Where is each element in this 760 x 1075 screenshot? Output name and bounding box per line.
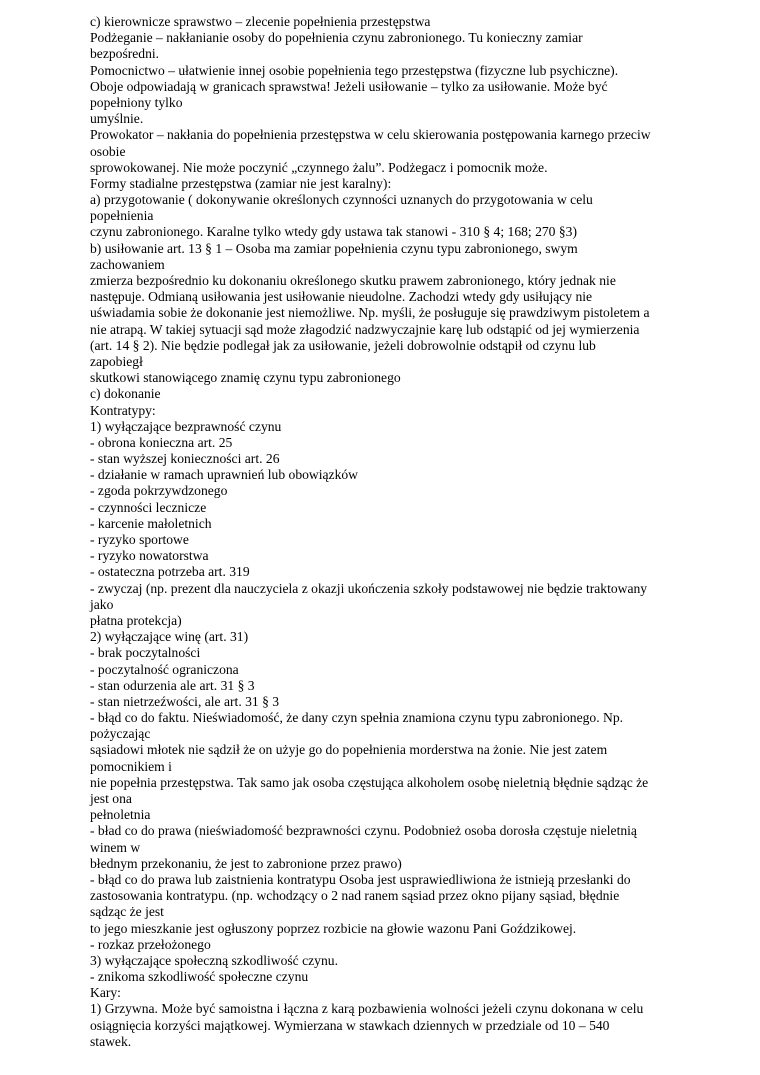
text-line: - karcenie małoletnich [90,515,212,531]
text-line: następuje. Odmianą usiłowania jest usiłowanie nieudolne. Zachodzi wtedy gdy usiłujący nie [90,289,593,305]
text-line: sąsiadowi młotek nie sądził że on użyje go do popełnienia morderstwa na żonie. Nie jest zatem [90,742,608,758]
text-line: Kontratypy: [90,402,156,418]
text-line: - stan wyższej konieczności art. 26 [90,451,280,467]
text-line: - ryzyko sportowe [90,532,189,547]
text-line: zmierza bezpośrednio ku dokonaniu określonego skutku prawem zabronionego, który jednak nie [90,273,616,288]
text-line: - znikoma szkodliwość społeczne czynu [90,969,309,985]
text-line: 1) Grzywna. Może być samoistna i łączna z karą pozbawienia wolności jeżeli czynu dokonana w celu [90,1001,644,1017]
text-line: (art. 14 § 2). Nie będzie podlegał jak za usiłowanie, jeżeli dobrowolnie odstąpił od czynu lub [90,337,596,353]
text-line: - bład co do prawa (nieświadomość bezprawności czynu. Podobnież osoba dorosła częstuje nieletnią [90,823,637,839]
text-line: 2) wyłączające winę (art. 31) [90,629,249,645]
text-line: pełnoletnia [90,807,151,823]
document-page [90,14,675,1050]
text-line: - stan nietrzeźwości, ale art. 31 § 3 [90,693,280,709]
text-line: to jego mieszkanie jest ogłuszony poprzez rozbicie na głowie wazonu Pani Goździkowej. [90,920,577,936]
text-line: Oboje odpowiadają w granicach sprawstwa! Jeżeli usiłowanie – tylko za usiłowanie. Może być [90,78,608,94]
text-line: - poczytalność ograniczona [90,661,239,677]
text-line: jako [90,596,114,612]
text-line: umyślnie. [90,111,144,127]
text-line: Kary: [90,985,121,1001]
text-line: nie atrapą. W takiej sytuacji sąd może złagodzić nadzwyczajnie karę lub odstąpić od jej wymierzenia [90,321,640,337]
text-line: osiągnięcia korzyści majątkowej. Wymierzana w stawkach dziennych w przedziale od 10 – 540 [90,1017,610,1033]
text-line: - błąd co do prawa lub zaistnienia kontratypu Osoba jest usprawiedliwiona że istnieją przesłanki do [90,871,631,887]
text-line: c) dokonanie [90,386,161,402]
text-line: bezpośredni. [90,46,160,62]
text-line: Formy stadialne przestępstwa (zamiar nie jest karalny): [90,175,392,191]
text-line: stawek. [90,1033,132,1049]
text-line: - rozkaz przełożonego [90,936,211,952]
text-line: popełnienia [90,208,154,224]
text-line: - działanie w ramach uprawnień lub obowiązków [90,467,358,483]
text-line: błednym przekonaniu, że jest to zabronione przez prawo) [90,855,402,871]
text-line: Prowokator – nakłania do popełnienia przestępstwa w celu skierowania postępowania karnego przeciw [90,127,651,143]
text-line: zapobiegł [90,353,143,369]
text-line: osobie [90,143,126,159]
text-line: - czynności lecznicze [90,499,207,515]
text-line: - brak poczytalności [90,645,201,661]
text-line: a) przygotowanie ( dokonywanie określonych czynności uznanych do przygotowania w celu [90,192,593,208]
text-line: - zwyczaj (np. prezent dla nauczyciela z okazji ukończenia szkoły podstawowej nie będzie traktowany [90,580,648,596]
text-line: czynu zabronionego. Karalne tylko wtedy gdy ustawa tak stanowi - 310 § 4; 168; 270 §3) [90,224,577,240]
text-line: - ostateczna potrzeba art. 319 [90,564,250,580]
text-line: 3) wyłączające społeczną szkodliwość czynu. [90,952,338,968]
text-line: sądząc że jest [90,904,164,920]
text-line: - stan odurzenia ale art. 31 § 3 [90,677,255,693]
text-line: zastosowania kontratypu. (np. wchodzący o 2 nad ranem sąsiad przez okno pijany sąsiad, błędnie [90,888,620,904]
text-line: b) usiłowanie art. 13 § 1 – Osoba ma zamiar popełnienia czynu typu zabronionego, swym [90,240,578,256]
text-line: popełniony tylko [90,94,183,110]
text-line: winem w [90,839,141,855]
text-line: pomocnikiem i [90,758,172,774]
text-line: sprowokowanej. Nie może poczynić „czynnego żalu”. Podżegacz i pomocnik może. [90,159,548,175]
text-line: - ryzyko nowatorstwa [90,548,209,564]
text-line: jest ona [90,791,132,806]
text-line: płatna protekcja) [90,612,182,628]
text-line: nie popełnia przestępstwa. Tak samo jak osoba częstująca alkoholem osobę nieletnią błędnie sądząc że [90,774,649,790]
text-line: - obrona konieczna art. 25 [90,434,233,450]
text-line: - błąd co do faktu. Nieświadomość, że dany czyn spełnia znamiona czynu typu zabronionego. Np. [90,710,624,726]
text-line: uświadamia sobie że dokonanie jest niemożliwe. Np. myśli, że posługuje się prawdziwym pistoletem a [90,305,650,321]
text-line: 1) wyłączające bezprawność czynu [90,418,282,434]
text-line: Podżeganie – nakłanianie osoby do popełnienia czynu zabronionego. Tu konieczny zamiar [90,30,583,46]
text-line: pożyczając [90,726,151,742]
text-line: skutkowi stanowiącego znamię czynu typu zabronionego [90,370,401,386]
text-line: - zgoda pokrzywdzonego [90,483,228,499]
text-line: Pomocnictwo – ułatwienie innej osobie popełnienia tego przestępstwa (fizyczne lub psychiczne). [90,62,619,78]
text-line: c) kierownicze sprawstwo – zlecenie popełnienia przestępstwa [90,14,431,29]
text-line: zachowaniem [90,256,165,272]
